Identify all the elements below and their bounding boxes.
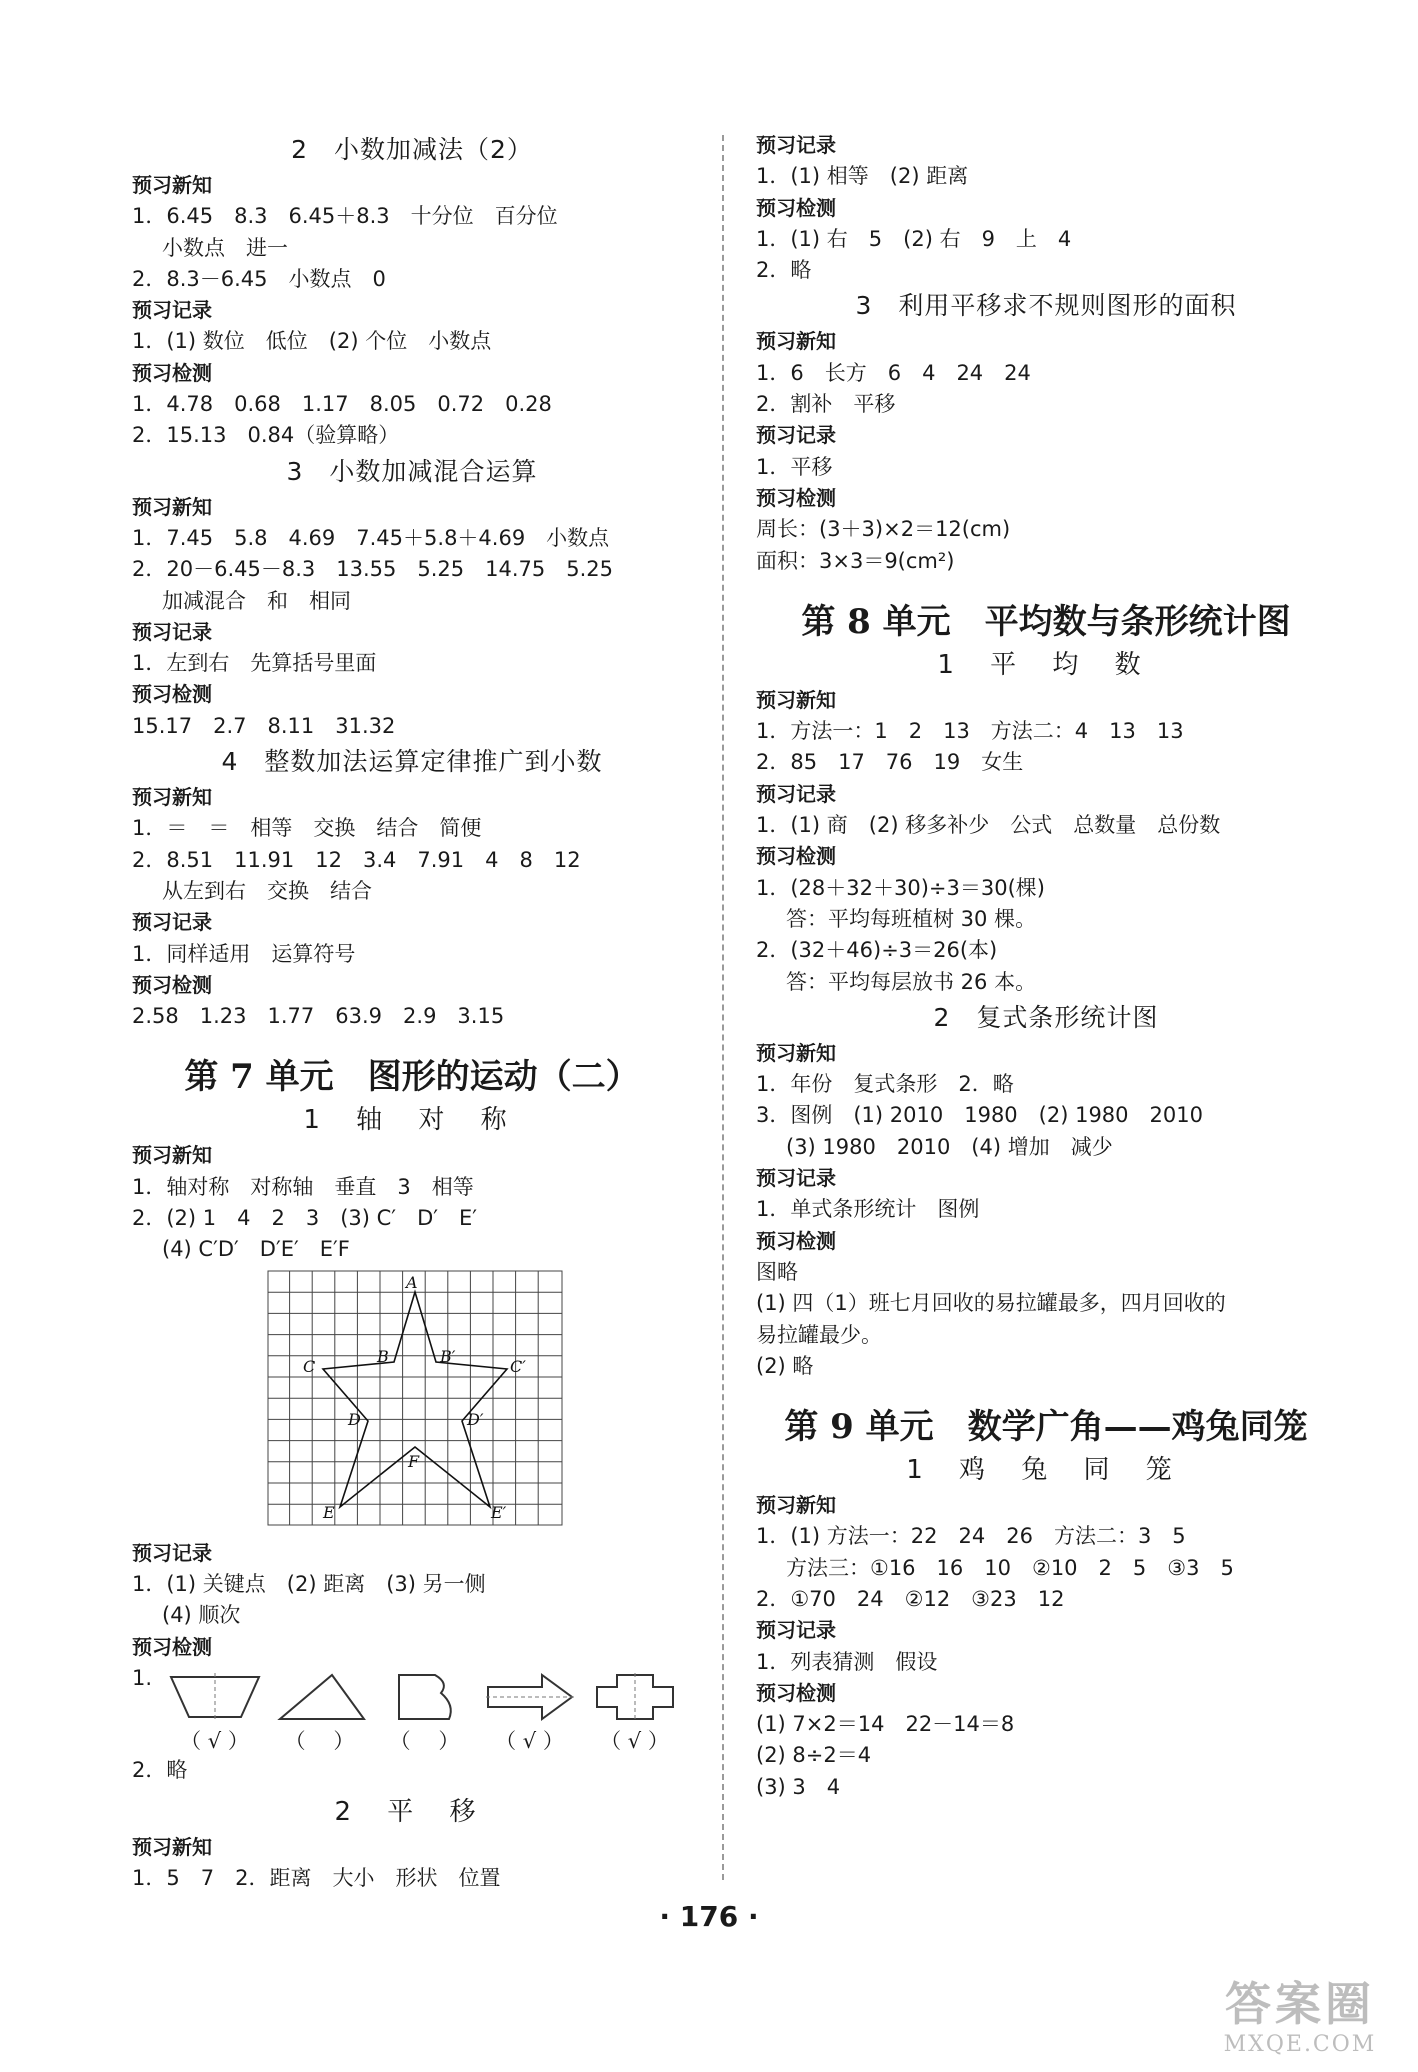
section-title: 2 小数加减法（2） (291, 135, 533, 164)
label-preview-new: 预习新知 (132, 173, 212, 197)
watermark-text: 答案圈 (1225, 1977, 1375, 2031)
answer-line: 1．平移 (756, 454, 833, 479)
shape-options (162, 1671, 687, 1755)
label-preview-test: 预习检测 (756, 485, 836, 510)
irregular-shape (377, 1671, 473, 1723)
grid-lines (268, 1271, 562, 1525)
answer-line: 1．(1) 方法一：22 24 26 方法二：3 5 (756, 1524, 1186, 1549)
answer-line: (2) 8÷2＝4 (756, 1743, 872, 1768)
answer-line: 2．(2) 1 4 2 3 (3) C′ D′ E′ (132, 1206, 478, 1231)
answer-line: 2．15.13 0.84（验算略） (132, 423, 400, 448)
label-preview-new: 预习新知 (132, 494, 212, 519)
shape-option (582, 1671, 687, 1755)
answer-line: 1．(1) 商 (2) 移多补少 公式 总数量 总份数 (756, 813, 1221, 838)
label-preview-test: 预习检测 (132, 1634, 212, 1659)
point-label-c: C (303, 1356, 316, 1376)
answer-line: 1．6.45 8.3 6.45＋8.3 十分位 百分位 (132, 204, 558, 229)
section-title: 3 利用平移求不规则图形的面积 (855, 291, 1237, 321)
watermark-url: MXQE.COM (1223, 2032, 1377, 2057)
label-preview-record: 预习记录 (132, 910, 212, 935)
label-preview-new: 预习新知 (132, 1835, 212, 1860)
point-label-f: F (408, 1451, 420, 1471)
answer-line: 加减混合 和 相同 (162, 588, 351, 613)
answer-line: 1．方法一：1 2 13 方法二：4 13 13 (756, 719, 1184, 744)
label-preview-test: 预习检测 (756, 844, 836, 869)
answer-line: 2．85 17 76 19 女生 (756, 750, 1024, 775)
triangle-shape (272, 1671, 368, 1723)
answer-line: 1．左到右 先算括号里面 (132, 651, 377, 676)
point-label-e: E (323, 1502, 335, 1522)
answer-line: 1. (132, 1665, 153, 1690)
answer-line: 2．割补 平移 (756, 392, 896, 417)
point-label-c-prime: C′ (510, 1356, 526, 1376)
answer-line: 小数点 进一 (162, 235, 288, 260)
answer-line: (1) 7×2＝14 22－14＝8 (756, 1712, 1015, 1737)
label-preview-new: 预习新知 (132, 785, 212, 810)
answer-line: 1．5 7 2．距离 大小 形状 位置 (132, 1866, 501, 1891)
answer-line: (3) 1980 2010 (4) 增加 减少 (786, 1134, 1113, 1159)
star-grid-figure (267, 1270, 563, 1526)
answer-line: (3) 3 4 (756, 1774, 841, 1799)
label-preview-new: 预习新知 (756, 329, 836, 354)
watermark-logo (1200, 1976, 1400, 2066)
unit-title: 第 7 单元 图形的运动（二） (184, 1057, 640, 1098)
answer-line: 2．8.3－6.45 小数点 0 (132, 266, 386, 291)
label-preview-test: 预习检测 (756, 1228, 836, 1253)
label-preview-new: 预习新知 (756, 1040, 836, 1065)
answer-line: 从左到右 交换 结合 (162, 878, 372, 903)
cross-shape (587, 1671, 683, 1723)
column-divider (722, 135, 724, 1880)
label-preview-new: 预习新知 (132, 1143, 212, 1168)
answer-line: 1．(1) 相等 (2) 距离 (756, 164, 969, 189)
right-column (756, 130, 1336, 1803)
answer-line: (2) 略 (756, 1353, 814, 1378)
answer-line: 1．年份 复式条形 2．略 (756, 1072, 1014, 1097)
answer-line: 2．20－6.45－8.3 13.55 5.25 14.75 5.25 (132, 557, 613, 582)
answer-line: 1．轴对称 对称轴 垂直 3 相等 (132, 1174, 474, 1199)
subsection-title: 1 平 均 数 (937, 649, 1155, 680)
label-preview-test: 预习检测 (132, 972, 212, 997)
answer-line: 1．7.45 5.8 4.69 7.45＋5.8＋4.69 小数点 (132, 525, 610, 550)
answer-line: 2.58 1.23 1.77 63.9 2.9 3.15 (132, 1004, 505, 1029)
answer-line: 1．(1) 右 5 (2) 右 9 上 4 (756, 226, 1072, 251)
label-preview-test: 预习检测 (756, 1680, 836, 1705)
unit-title: 第 9 单元 数学广角——鸡兔同笼 (784, 1407, 1308, 1448)
label-preview-record: 预习记录 (132, 298, 212, 323)
answer-line: 1．6 长方 6 4 24 24 (756, 360, 1031, 385)
answer-line: 2．略 (756, 258, 812, 283)
star-outline (323, 1292, 507, 1507)
point-label-d-prime: D′ (467, 1409, 484, 1429)
label-preview-record: 预习记录 (756, 133, 836, 157)
answer-line: 15.17 2.7 8.11 31.32 (132, 713, 396, 738)
label-preview-new: 预习新知 (756, 687, 836, 712)
shape-answer: （ √ ） (180, 1728, 249, 1753)
shape-answer: （ ） (389, 1728, 460, 1753)
answer-line: (4) C′D′ D′E′ E′F (162, 1237, 350, 1262)
shape-answer: （ √ ） (495, 1728, 564, 1753)
subsection-title: 2 平 移 (334, 1797, 490, 1828)
point-label-b: B (377, 1346, 389, 1366)
answer-line: 2．①70 24 ②12 ③23 12 (756, 1586, 1065, 1611)
answer-line: 1．(28＋32＋30)÷3＝30(棵) (756, 875, 1045, 900)
answer-line: (1) 四（1）班七月回收的易拉罐最多，四月回收的 (756, 1291, 1226, 1316)
shape-answer: （ ） (284, 1728, 355, 1753)
label-preview-record: 预习记录 (756, 423, 836, 448)
answer-line: 周长：(3＋3)×2＝12(cm) (756, 517, 1011, 542)
page-number: · 176 · (659, 1900, 759, 1933)
answer-line: (4) 顺次 (162, 1603, 241, 1628)
label-preview-record: 预习记录 (756, 1618, 836, 1643)
answer-line: 2．(32＋46)÷3＝26(本) (756, 938, 998, 963)
answer-line: 答：平均每班植树 30 棵。 (786, 906, 1037, 931)
point-label-d: D (348, 1409, 361, 1429)
answer-line: 3．图例 (1) 2010 1980 (2) 1980 2010 (756, 1103, 1203, 1128)
label-preview-new: 预习新知 (756, 1493, 836, 1518)
label-preview-test: 预习检测 (132, 360, 212, 385)
label-preview-record: 预习记录 (132, 1540, 212, 1565)
shape-option (162, 1671, 267, 1755)
answer-line: 图略 (756, 1259, 798, 1284)
answer-line: 1．列表猜测 假设 (756, 1649, 938, 1674)
shape-option (477, 1671, 582, 1755)
section-title: 3 小数加减混合运算 (286, 456, 538, 486)
trapezoid-shape (167, 1671, 263, 1723)
unit-title: 第 8 单元 平均数与条形统计图 (801, 601, 1291, 642)
label-preview-test: 预习检测 (132, 682, 212, 707)
arrow-shape (482, 1671, 578, 1723)
label-preview-record: 预习记录 (756, 781, 836, 806)
left-column (132, 130, 692, 1895)
answer-line: 1．同样适用 运算符号 (132, 941, 356, 966)
answer-line: 1．4.78 0.68 1.17 8.05 0.72 0.28 (132, 392, 552, 417)
answer-line: 方法三：①16 16 10 ②10 2 5 ③3 5 (786, 1555, 1234, 1580)
answer-line: 面积：3×3＝9(cm²) (756, 548, 955, 573)
answer-line: 1．单式条形统计 图例 (756, 1197, 980, 1222)
answer-line: 1．＝ ＝ 相等 交换 结合 简便 (132, 816, 482, 841)
star-symmetry-grid (267, 1270, 692, 1530)
label-preview-record: 预习记录 (132, 619, 212, 644)
answer-line: 2．8.51 11.91 12 3.4 7.91 4 8 12 (132, 847, 581, 872)
point-label-e-prime: E′ (491, 1502, 507, 1522)
shape-option (372, 1671, 477, 1755)
subsection-title: 1 轴 对 称 (303, 1105, 521, 1136)
answer-line: 答：平均每层放书 26 本。 (786, 969, 1037, 994)
label-preview-test: 预习检测 (756, 195, 836, 220)
answer-line: 1．(1) 数位 低位 (2) 个位 小数点 (132, 329, 492, 354)
shape-option (267, 1671, 372, 1755)
subsection-title: 1 鸡 兔 同 笼 (906, 1455, 1186, 1486)
section-title: 2 复式条形统计图 (933, 1002, 1159, 1032)
section-title: 4 整数加法运算定律推广到小数 (221, 747, 603, 777)
point-label-b-prime: B′ (440, 1346, 456, 1366)
answer-line: 2．略 (132, 1757, 188, 1782)
shape-question-row (132, 1663, 692, 1755)
point-label-a: A (406, 1272, 418, 1292)
label-preview-record: 预习记录 (756, 1166, 836, 1191)
answer-line: 易拉罐最少。 (756, 1322, 882, 1347)
answer-line: 1．(1) 关键点 (2) 距离 (3) 另一侧 (132, 1571, 486, 1596)
shape-answer: （ √ ） (600, 1728, 669, 1753)
